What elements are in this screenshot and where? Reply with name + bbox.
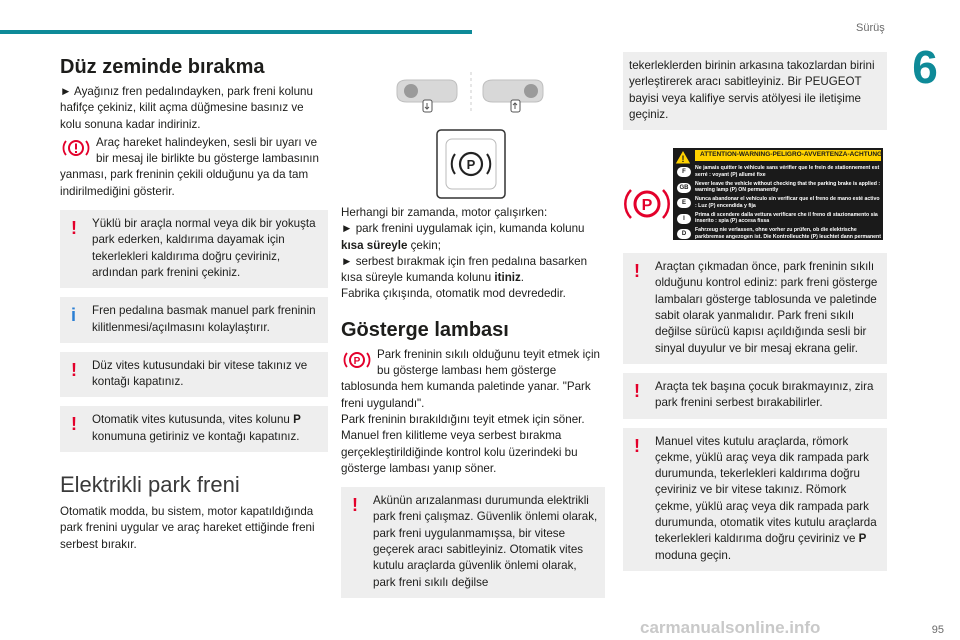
svg-text:P: P: [641, 197, 653, 215]
warning-box-manual-gear: [60, 352, 328, 398]
paragraph-apply: ► park frenini uygulamak için, kumanda kolunu kısa süreyle çekin;: [341, 222, 585, 252]
column-1: [60, 50, 328, 553]
page-number: 95: [931, 624, 944, 636]
warning-box-auto-gear: [60, 406, 328, 452]
sticker-row-code: E: [677, 198, 691, 208]
sticker-row-text: Ne jamais quitter le véhicule sans vérifier que le frein de stationnement est serré : voyant (P) allumé fixe: [695, 165, 880, 178]
sticker-row-text: Nunca abandonar el vehículo sin verificar que el freno de mano esté activo : Luz (P) encendida y fija: [695, 196, 880, 209]
sticker-row: [675, 227, 881, 242]
sticker-row-text: Prima di scendere dalla vettura verificare che il freno di stazionamento sia inserito : spia (P) accesa fissa: [695, 211, 878, 225]
sticker-row: [675, 181, 881, 196]
warning-text-auto-gear: Otomatik vites kutusunda, vites kolunu P konumuna getiriniz ve kontağı kapatınız.: [92, 413, 301, 443]
watermark: carmanualsonline.info: [640, 618, 821, 637]
sticker-header: ATTENTION-WARNING-PELIGRO-AVVERTENZA-ACHTUNG: [700, 151, 883, 159]
warning-text-leave-vehicle: Araçtan çıkmadan önce, park freninin sıkılı olduğunu kontrol ediniz: park freni gösterge lambaları gösterge tablosunda ve paletinde sabit olarak yanmalıdır. Park freni sıkılı değilse sürücü kapısı açıldığında sesli bir sinyal duyulur ve bir mesaj ekrana gelir.: [655, 260, 878, 355]
warning-text-towing: Manuel vites kutulu araçlarda, römork çekme, yüklü araç veya dik rampada park durumunda, tekerlekleri kaldırıma doğru çeviriniz ve bir vitese takınız. Römork çekme, yüklü araç veya dik rampada park durumunda, otomatik vites kutulu araçlarda tekerlekleri kaldırıma doğru çeviriniz ve P moduna geçin.: [655, 434, 877, 562]
svg-text:P: P: [353, 355, 361, 367]
warning-box-battery: [341, 487, 605, 598]
paragraph-lamp-flash: Manuel fren kilitleme veya serbest bırakma gerçekleştirildiğinde kontrol kolu üzerindeki bu gösterge lambası yanıp söner.: [341, 429, 578, 475]
control-lever-illustration: [341, 50, 605, 205]
warning-exclamation-icon: !: [352, 495, 358, 516]
paragraph-electric-park-brake: Otomatik modda, bu sistem, motor kapatıldığında park frenini uygular ve araç hareket ettiğinde freni serbest bırakır.: [60, 505, 315, 551]
sticker-row-code: F: [677, 167, 691, 177]
heading-indicator-lamp: Gösterge lambası: [341, 318, 509, 341]
warning-exclamation-icon: !: [71, 218, 77, 239]
indicator-lamp-paragraph: [341, 347, 605, 412]
sticker-row-text: Fahrzeug nie verlassen, ohne vorher zu prüfen, ob die elektrische parkbremse angezogen ist. Die Kontrolleuchte (P) leuchtet dann permanent: [695, 227, 881, 240]
warning-text-children: Araçta tek başına çocuk bırakmayınız, zira park frenini serbest bırakabilirler.: [655, 379, 874, 410]
continued-text: tekerleklerden birinin arkasına takozlardan birini yerleştirerek aracı sabitleyiniz. Bir PEUGEOT bayisi veya kalifiye servis atölyesi ile iletişime geçiniz.: [629, 59, 875, 121]
sticker-row-code: D: [677, 229, 691, 239]
sticker-rows: [675, 165, 881, 243]
column-3: [623, 52, 887, 571]
section-title: Sürüş: [856, 22, 885, 34]
sticker-row-text: Never leave the vehicle without checking that the parking brake is applied : warning lamp (P) ON permanently: [695, 180, 881, 194]
paragraph-release: ► serbest bırakmak için fren pedalına basarken kısa süreyle kumanda kolunu itiniz.: [341, 254, 588, 285]
warning-box-slope: [60, 210, 328, 288]
sticker-row-code: I: [677, 214, 691, 224]
warning-box-leave-vehicle: [623, 253, 887, 364]
header-accent-bar: [0, 30, 472, 34]
chapter-number: 6: [912, 41, 938, 93]
paragraph-lamp-off: Park freninin bırakıldığını teyit etmek için söner.: [341, 412, 585, 426]
continued-box: [623, 52, 887, 130]
info-box-pedal: [60, 297, 328, 343]
sticker-row-code: GB: [677, 183, 691, 193]
svg-text:P: P: [466, 157, 476, 172]
heading-electric-park-brake: Elektrikli park freni: [60, 472, 240, 498]
warning-text-manual-gear: Düz vites kutusundaki bir vitese takınız ve kontağı kapatınız.: [92, 358, 308, 389]
warning-label-sticker: [623, 144, 887, 244]
sticker-row: [675, 165, 881, 180]
brake-warning-icon: [60, 137, 92, 159]
warning-lamp-paragraph: [60, 135, 328, 200]
sticker-row: [675, 196, 881, 211]
warning-exclamation-icon: !: [71, 414, 77, 435]
warning-exclamation-icon: !: [634, 435, 640, 456]
lever-pull-push-icon: [341, 50, 605, 205]
warning-text-slope: Yüklü bir araçla normal veya dik bir yokuşta park ederken, kaldırıma dayamak için tekerlekleri kaldırıma doğru çeviriniz, ardından park frenini çekiniz.: [92, 217, 316, 279]
paragraph-anytime: Herhangi bir zamanda, motor çalışırken:: [341, 206, 548, 219]
heading-level-release: Düz zeminde bırakma: [60, 56, 265, 78]
warning-exclamation-icon: !: [71, 359, 77, 380]
warning-exclamation-icon: !: [634, 261, 640, 282]
paragraph-warning-lamp: Araç hareket halindeyken, sesli bir uyarı ve bir mesaj ile birlikte bu gösterge lambasının yanması, park freninin çekili olduğunu ya da tam indirilmediğini gösterir.: [60, 135, 319, 198]
warning-box-children: [623, 373, 887, 419]
paragraph-release-steps: ► Ayağınız fren pedalındayken, park freni kolunu hafifçe çekiniz, kilit açma düğmesine basınız ve kolu sonuna kadar indiriniz.: [60, 85, 313, 131]
info-icon: i: [71, 305, 77, 326]
warning-text-battery: Akünün arızalanması durumunda elektrikli park freni çalışmaz. Güvenlik önlemi olarak, park freni uygulanmamışsa, bir vitese geçerek aracı sabitleyiniz. Otomatik vites kutulu araçlarda güvenlik önlemi olarak, park freni sıkılı değilse: [373, 494, 598, 589]
info-text-pedal: Fren pedalına basmak manuel park freninin kilitlenmesi/açılmasını kolaylaştırır.: [92, 304, 316, 334]
warning-exclamation-icon: !: [634, 380, 640, 401]
park-brake-lamp-icon: [341, 349, 373, 371]
sticker-row: [675, 212, 881, 227]
warning-box-towing: [623, 428, 887, 571]
paragraph-factory-mode: Fabrika çıkışında, otomatik mod devrededir.: [341, 287, 566, 301]
paragraph-lamp-on: Park freninin sıkılı olduğunu teyit etmek için bu gösterge lambası hem gösterge tablosunda hem kumanda paletinde yanar. "Park freni uygulandı".: [341, 347, 600, 410]
column-2: [341, 50, 605, 598]
svg-text:!: !: [681, 154, 685, 165]
